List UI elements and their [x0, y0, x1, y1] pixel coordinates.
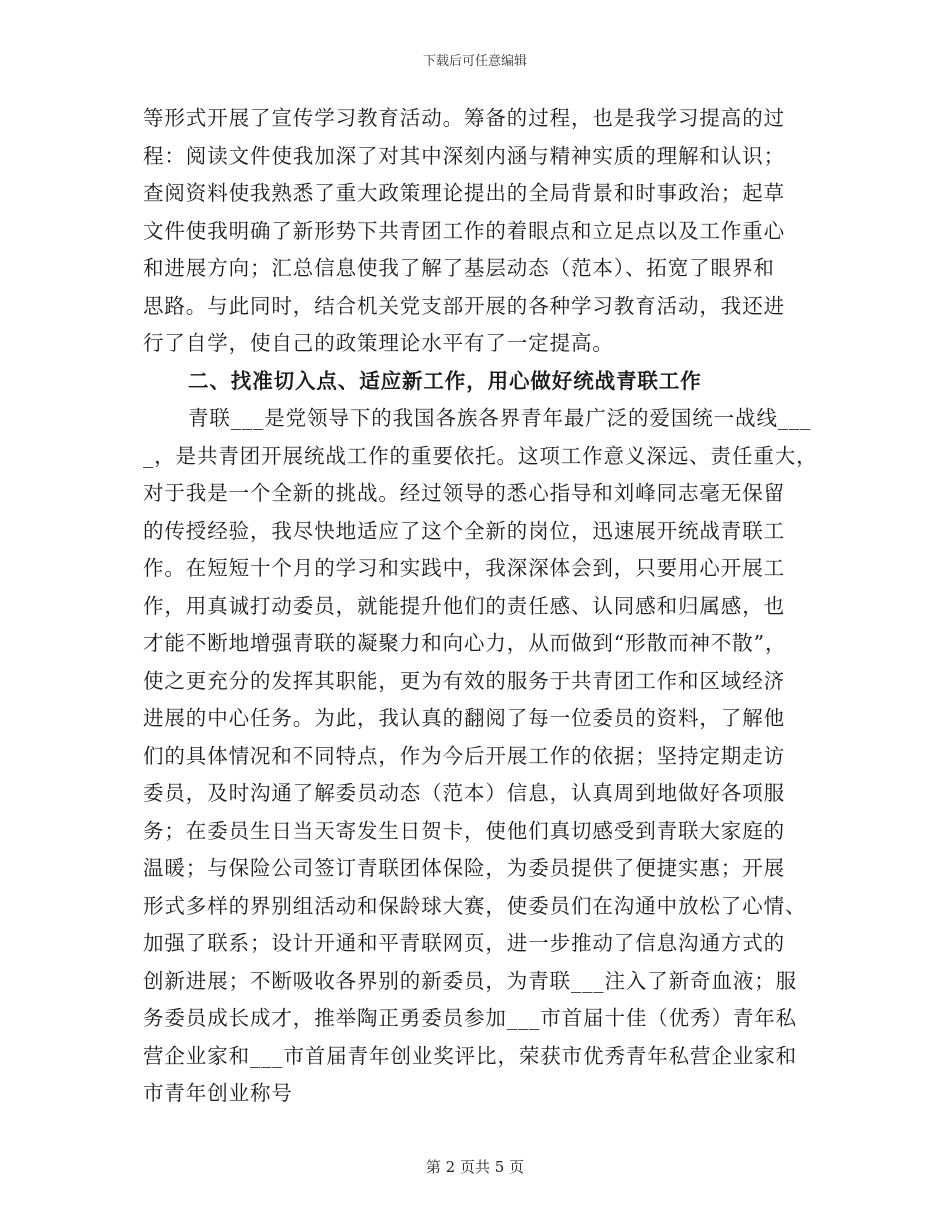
- text-line: 形式多样的界别组活动和保龄球大赛，使委员们在沟通中放松了心情、: [143, 893, 807, 918]
- text-line: 们的具体情况和不同特点，作为今后开展工作的依据；坚持定期走访: [143, 743, 785, 768]
- text-line: 温暖；与保险公司签订青联团体保险，为委员提供了便捷实惠；开展: [143, 856, 785, 880]
- text-line: 程：阅读文件使我加深了对其中深刻内涵与精神实质的理解和认识；: [143, 143, 785, 168]
- document-body: [143, 100, 818, 1113]
- text-line: 行了自学，使自己的政策理论水平有了一定提高。: [143, 331, 614, 355]
- text-line: 和进展方向；汇总信息使我了解了基层动态（范本）、拓宽了眼界和: [143, 256, 775, 280]
- text-line: 文件使我明确了新形势下共青团工作的着眼点和立足点以及工作重心: [143, 218, 785, 243]
- text-line: 等形式开展了宣传学习教育活动。筹备的过程，也是我学习提高的过: [143, 106, 785, 130]
- text-line: 务委员成长成才，推举陶正勇委员参加___市首届十佳（优秀）青年私: [143, 1006, 798, 1030]
- text-line: 思路。与此同时，结合机关党支部开展的各种学习教育活动，我还进: [143, 293, 785, 318]
- text-line: 作，用真诚打动委员，就能提升他们的责任感、认同感和归属感，也: [143, 593, 785, 618]
- text-line: 青联___是党领导下的我国各族各界青年最广泛的爱国统一战线___: [188, 406, 812, 430]
- text-line: 作。在短短十个月的学习和实践中，我深深体会到，只要用心开展工: [143, 556, 785, 580]
- text-line: 查阅资料使我熟悉了重大政策理论提出的全局背景和时事政治；起草: [143, 181, 785, 205]
- text-line: 的传授经验，我尽快地适应了这个全新的岗位，迅速展开统战青联工: [143, 518, 785, 543]
- text-line: 才能不断地增强青联的凝聚力和向心力，从而做到“形散而神不散”，: [143, 631, 787, 655]
- text-line: 使之更充分的发挥其职能，更为有效的服务于共青团工作和区域经济: [143, 668, 785, 693]
- text-line: 委员，及时沟通了解委员动态（范本）信息，认真周到地做好各项服: [143, 781, 785, 805]
- text-line: 对于我是一个全新的挑战。经过领导的悉心指导和刘峰同志毫无保留: [143, 481, 785, 505]
- text-line: _，是共青团开展统战工作的重要依托。这项工作意义深远、责任重大，: [143, 443, 818, 468]
- text-line: 创新进展；不断吸收各界别的新委员，为青联___注入了新奇血液；服: [143, 968, 798, 993]
- section-heading: 二、找准切入点、适应新工作，用心做好统战青联工作: [188, 368, 702, 393]
- text-line: 市青年创业称号: [143, 1081, 293, 1105]
- text-line: 务；在委员生日当天寄发生日贺卡，使他们真切感受到青联大家庭的: [143, 818, 785, 843]
- text-line: 进展的中心任务。为此，我认真的翻阅了每一位委员的资料，了解他: [143, 706, 785, 730]
- text-line: 营企业家和___市首届青年创业奖评比，荣获市优秀青年私营企业家和: [143, 1043, 798, 1068]
- text-line: 加强了联系；设计开通和平青联网页，进一步推动了信息沟通方式的: [143, 931, 785, 955]
- page-header: 下载后可任意编辑: [422, 54, 527, 69]
- page-footer: 第 2 页共 5 页: [425, 1158, 525, 1176]
